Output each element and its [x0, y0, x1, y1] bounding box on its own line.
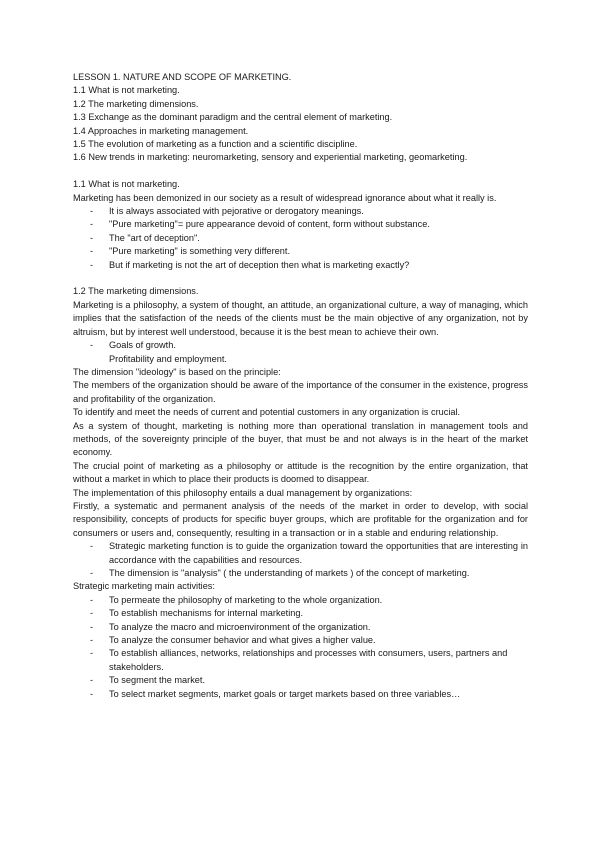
list-item: - To analyze the consumer behavior and what gives a higher value.	[73, 634, 528, 647]
paragraph: The implementation of this philosophy entails a dual management by organizations:	[73, 487, 413, 498]
toc-item: 1.5 The evolution of marketing as a function and a scientific discipline.	[73, 139, 358, 150]
list-item: - "Pure marketing"= pure appearance devoid of content, form without substance.	[73, 218, 528, 231]
list-item: - To select market segments, market goals or target markets based on three variables…	[73, 688, 528, 701]
bullet-list	[73, 205, 528, 272]
list-item: - Strategic marketing function is to guide the organization toward the opportunities that are interesting in accordance with the capabilities and resources.	[73, 540, 528, 567]
toc-item: 1.4 Approaches in marketing management.	[73, 125, 249, 136]
bullet-list	[73, 540, 528, 580]
toc-item: 1.6 New trends in marketing: neuromarketing, sensory and experiential marketing, geomarketing.	[73, 152, 468, 163]
paragraph: Firstly, a systematic and permanent analysis of the needs of the market in order to develop, with social responsibility, concepts of products for specific buyer groups, which are profitable for the organization and for consumers or users and, consequently, resulting in a transaction or in a stable and enduring relationship.	[73, 500, 528, 538]
list-item: - The dimension is "analysis" ( the understanding of markets ) of the concept of marketing.	[73, 567, 528, 580]
list-continuation: Profitability and employment.	[109, 353, 227, 364]
document-page	[73, 71, 528, 701]
list-item: - It is always associated with pejorative or derogatory meanings.	[73, 205, 528, 218]
list-item: - To establish mechanisms for internal marketing.	[73, 607, 528, 620]
section-heading: 1.1 What is not marketing.	[73, 179, 180, 190]
list-item: - To analyze the macro and microenvironment of the organization.	[73, 621, 528, 634]
paragraph: The crucial point of marketing as a philosophy or attitude is the recognition by the entire organization, that without a market in which to place their products is doomed to disappear.	[73, 460, 528, 485]
list-item: - To segment the market.	[73, 674, 528, 687]
list-item: - To establish alliances, networks, relationships and processes with consumers, users, partners and stakeholders.	[73, 647, 528, 674]
paragraph: As a system of thought, marketing is nothing more than operational translation in management tools and methods, of the sovereignty principle of the buyer, that must be and not always is in the heart of the market economy.	[73, 420, 528, 458]
paragraph: Marketing is a philosophy, a system of thought, an attitude, an organizational culture, a way of managing, which implies that the satisfaction of the needs of the clients must be the main objective of any organization, not by altruism, but by interest well understood, because it is the best mean to achieve their own.	[73, 299, 528, 337]
list-item: - "Pure marketing" is something very different.	[73, 245, 528, 258]
paragraph: To identify and meet the needs of current and potential customers in any organization is crucial.	[73, 407, 461, 418]
list-item: - The "art of deception".	[73, 232, 528, 245]
list-item: - But if marketing is not the art of deception then what is marketing exactly?	[73, 259, 528, 272]
paragraph: The dimension "ideology" is based on the principle:	[73, 366, 281, 377]
activities-list	[73, 594, 528, 701]
list-item: - Goals of growth.	[73, 339, 528, 352]
paragraph: Marketing has been demonized in our society as a result of widespread ignorance about what it really is.	[73, 192, 497, 203]
paragraph: The members of the organization should be aware of the importance of the consumer in the existence, progress and profitability of the organization.	[73, 380, 528, 404]
toc-item: 1.1 What is not marketing.	[73, 85, 180, 96]
section-heading: 1.2 The marketing dimensions.	[73, 286, 199, 297]
toc-item: 1.2 The marketing dimensions.	[73, 98, 199, 109]
toc-item: 1.3 Exchange as the dominant paradigm and the central element of marketing.	[73, 112, 393, 123]
bullet-list	[73, 339, 528, 352]
lesson-title: LESSON 1. NATURE AND SCOPE OF MARKETING.	[73, 72, 292, 82]
activities-heading: Strategic marketing main activities:	[73, 581, 215, 592]
list-item: - To permeate the philosophy of marketing to the whole organization.	[73, 594, 528, 607]
